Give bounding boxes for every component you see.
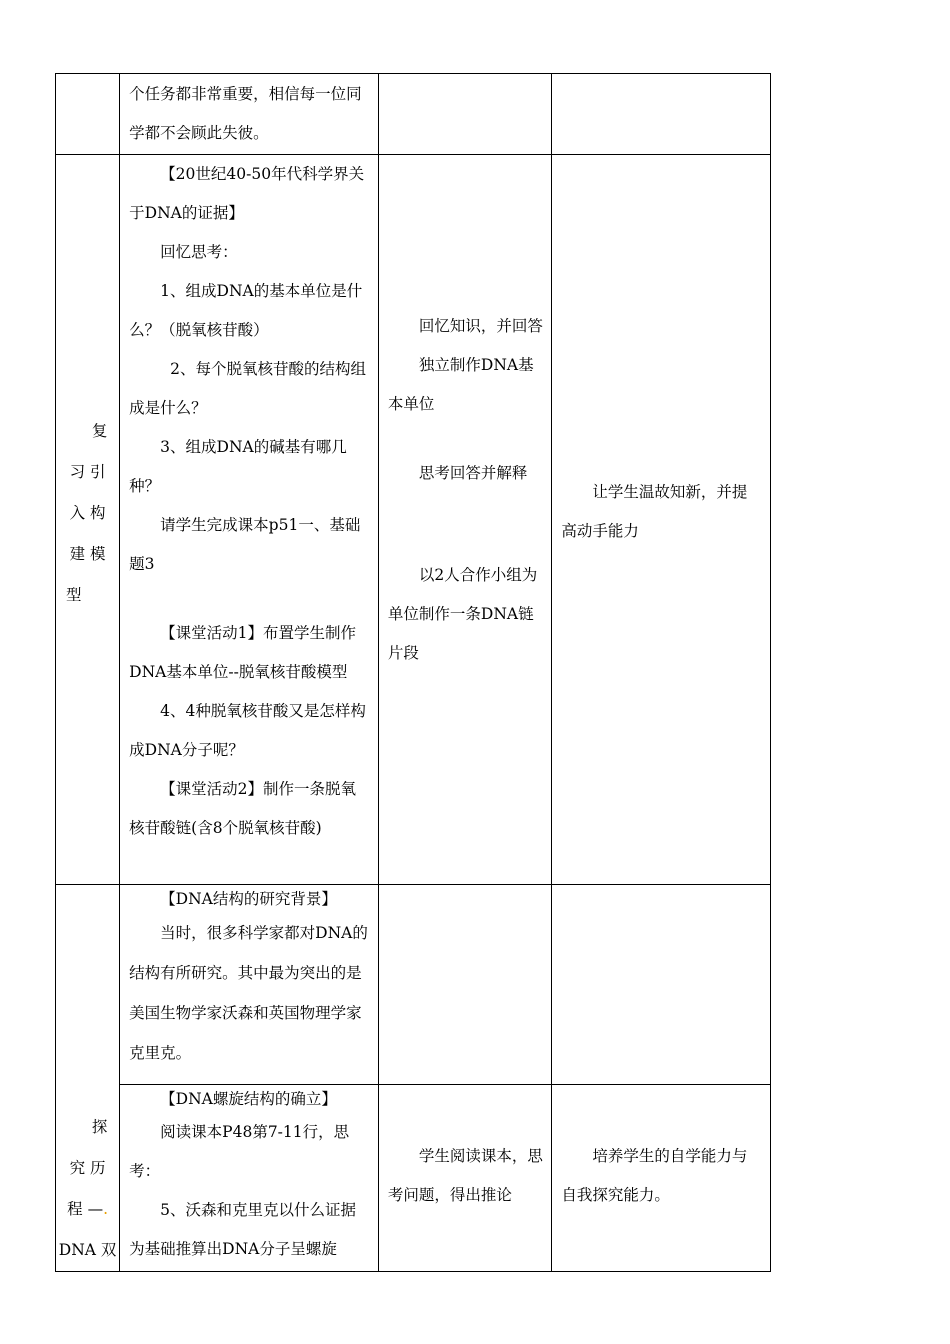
student-activity-text: 回忆知识，并回答 (418, 317, 543, 335)
content-text: 回忆思考： (160, 243, 238, 261)
content-cell (120, 885, 379, 1085)
design-intent-cell (552, 74, 771, 155)
design-intent-text: 培养学生的自学能力与自我探究能力。 (561, 1147, 748, 1205)
stage-label: 复 (91, 422, 108, 440)
student-activity-cell (378, 885, 551, 1085)
stage-cell (56, 74, 120, 155)
student-activity-cell (378, 155, 551, 885)
table-row (56, 1085, 771, 1272)
table-row (56, 155, 771, 885)
content-text: 当时，很多科学家都对DNA的结构有所研究。其中最为突出的是美国生物学家沃森和英国物理学家克里克。 (129, 924, 368, 1062)
stage-cell (56, 885, 120, 1272)
student-activity-cell (378, 1085, 551, 1272)
content-text: 【20世纪40-50年代科学界关于DNA的证据】 (129, 165, 365, 222)
design-intent-text: 让学生温故知新，并提高动手能力 (561, 483, 748, 540)
content-text: 【课堂活动1】布置学生制作DNA基本单位--脱氧核苷酸模型 (129, 624, 357, 681)
design-intent-cell (552, 155, 771, 885)
stage-mark: . (103, 1200, 109, 1218)
content-text: 【DNA螺旋结构的确立】 (160, 1090, 337, 1109)
stage-label: 程 —. (67, 1200, 109, 1218)
content-cell (120, 155, 379, 885)
content-text: 5、沃森和克里克以什么证据为基础推算出DNA分子呈螺旋 (129, 1201, 357, 1259)
stage-label: 型 (66, 586, 82, 604)
table-row (56, 885, 771, 1085)
stage-label: 建 模 (69, 545, 106, 563)
design-intent-cell (552, 885, 771, 1085)
student-activity-text: 学生阅读课本，思考问题，得出推论 (387, 1147, 543, 1205)
stage-label: 究 历 (69, 1159, 106, 1177)
content-cell (120, 74, 379, 155)
table-row (56, 74, 771, 155)
stage-label: 入 构 (69, 504, 106, 522)
content-text: 请学生完成课本p51一、基础题3 (129, 516, 361, 573)
content-text: 阅读课本P48第7-11行，思考： (129, 1123, 350, 1181)
design-intent-cell (552, 1085, 771, 1272)
content-text: 3、组成DNA的碱基有哪几种？ (129, 438, 347, 495)
stage-label: DNA 双 (58, 1241, 117, 1259)
content-text: 4、4种脱氧核苷酸又是怎样构成DNA分子呢？ (129, 702, 366, 759)
student-activity-cell (378, 74, 551, 155)
stage-label: 探 (91, 1118, 108, 1136)
student-activity-text: 以2人合作小组为单位制作一条DNA链片段 (387, 566, 538, 662)
student-activity-text: 思考回答并解释 (418, 464, 528, 482)
content-text: 2、每个脱氧核苷酸的结构组成是什么？ (129, 360, 367, 417)
content-text: 【DNA结构的研究背景】 (160, 890, 337, 908)
stage-cell (56, 155, 120, 885)
stage-label: 习 引 (69, 463, 106, 481)
lesson-plan-table (55, 73, 771, 1272)
content-text: 1、组成DNA的基本单位是什么？（脱氧核苷酸） (129, 282, 363, 339)
content-text: 【课堂活动2】制作一条脱氧核苷酸链(含8个脱氧核苷酸) (129, 780, 357, 837)
content-cell (120, 1085, 379, 1272)
student-activity-text: 独立制作DNA基本单位 (387, 356, 534, 413)
content-text: 个任务都非常重要，相信每一位同学都不会顾此失彼。 (129, 85, 362, 142)
